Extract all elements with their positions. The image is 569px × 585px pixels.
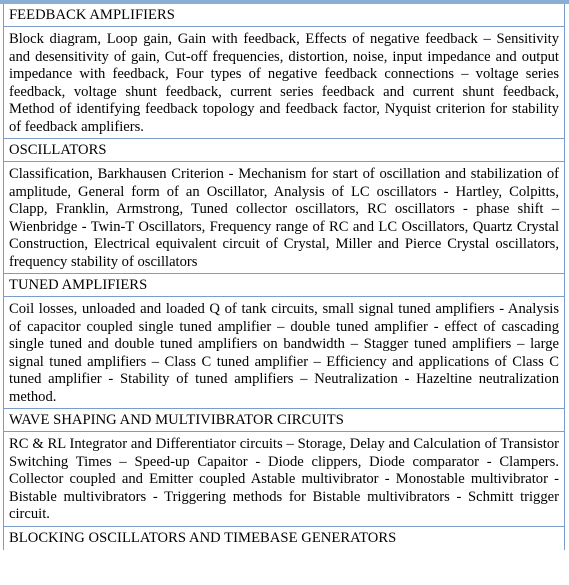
section-body-feedback-amplifiers: Block diagram, Loop gain, Gain with feedback, Effects of negative feedback – Sensitivity and desensitivity of gain, Cut-off frequencies, distortion, noise, input impedance and output impedance with feedback, Four types of negative feedback connections – voltage series feedback, voltage shunt feedback, current series feedback and current shunt feedback, Method of identifying feedback topology and feedback factor, Nyquist criterion for stability of feedback amplifiers. [4,27,564,139]
section-body-tuned-amplifiers: Coil losses, unloaded and loaded Q of tank circuits, small signal tuned amplifiers - Analysis of capacitor coupled single tuned amplifier – double tuned amplifier - effect of cascading single tuned and double tuned amplifiers on bandwidth – Stagger tuned amplifiers – large signal tuned amplifiers – Class C tuned amplifier – Efficiency and applications of Class C tuned amplifier - Stability of tuned amplifiers – Neutralization - Hazeltine neutralization method. [4,297,564,409]
section-body-wave-shaping: RC & RL Integrator and Differentiator circuits – Storage, Delay and Calculation of Transistor Switching Times – Speed-up Capaitor - Diode clippers, Diode comparator - Clampers. Collector coupled and Emitter coupled Astable multivibrator - Monostable multivibrator - Bistable multivibrators - Triggering methods for Bistable multivibrators - Schmitt trigger circuit. [4,432,564,527]
section-body-oscillators: Classification, Barkhausen Criterion - Mechanism for start of oscillation and stabilization of amplitude, General form of an Oscillator, Analysis of LC oscillators - Hartley, Colpitts, Clapp, Franklin, Armstrong, Tuned collector oscillators, RC oscillators - phase shift – Wienbridge - Twin-T Oscillators, Frequency range of RC and LC Oscillators, Quartz Crystal Construction, Electrical equivalent circuit of Crystal, Miller and Pierce Crystal oscillators, frequency stability of oscillators [4,162,564,274]
section-title-blocking-oscillators: BLOCKING OSCILLATORS AND TIMEBASE GENERATORS [9,529,397,546]
section-title-tuned-amplifiers: TUNED AMPLIFIERS [4,274,564,297]
syllabus-table [3,4,565,550]
section-title-wave-shaping: WAVE SHAPING AND MULTIVIBRATOR CIRCUITS [4,409,564,432]
section-title-feedback-amplifiers: FEEDBACK AMPLIFIERS [4,4,564,27]
section-title-oscillators: OSCILLATORS [4,139,564,162]
